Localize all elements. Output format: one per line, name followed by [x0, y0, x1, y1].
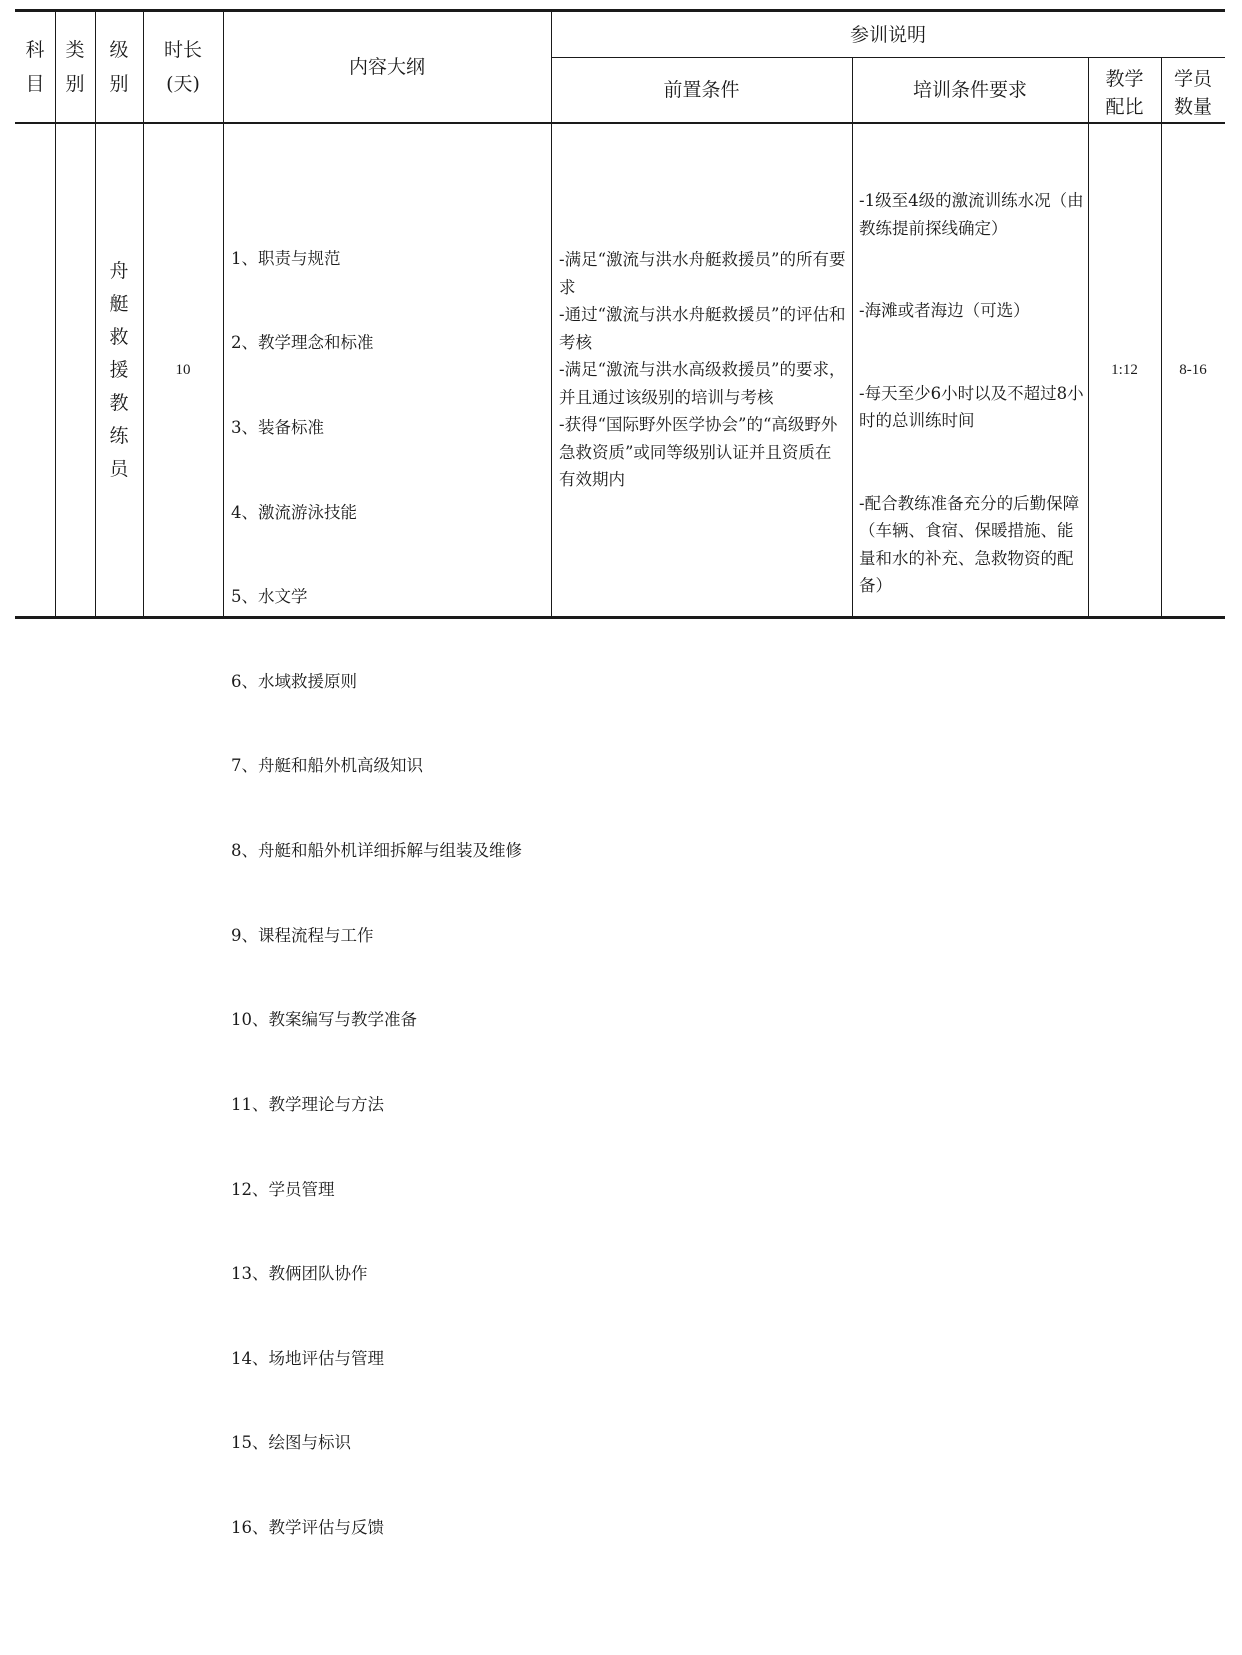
list-item: 10、教案编写与教学准备	[231, 1010, 417, 1030]
list-item: 12、学员管理	[231, 1179, 335, 1199]
list-item: 4、激流游泳技能	[231, 502, 357, 522]
header-category-char: 类	[65, 39, 85, 61]
level-char: 员	[109, 457, 129, 480]
header-ratio-line: 教学	[1105, 68, 1144, 90]
ratio-value: 1:12	[1111, 361, 1138, 378]
header-duration-line: 时长	[163, 39, 202, 61]
list-item: 3、装备标准	[231, 418, 324, 438]
list-item: 13、教俩团队协作	[231, 1264, 368, 1284]
header-trainee-line: 学员	[1173, 68, 1212, 90]
header-subject	[15, 12, 55, 122]
level-char: 舟	[109, 259, 129, 282]
prerequisite-item: -通过“激流与洪水舟艇救援员”的评估和考核	[559, 305, 846, 352]
level-char: 艇	[109, 292, 129, 315]
level-char: 教	[109, 391, 129, 414]
duration-cell	[143, 124, 223, 616]
list-item: 7、舟艇和船外机高级知识	[231, 756, 423, 776]
level-char: 援	[109, 358, 129, 381]
ratio-cell	[1088, 124, 1161, 616]
outline-cell	[231, 132, 549, 1537]
trainee-count-value: 8-16	[1179, 361, 1207, 378]
duration-value: 10	[175, 361, 191, 378]
prerequisite-item: -满足“激流与洪水舟艇救援员”的所有要求	[559, 250, 846, 297]
requirement-item: -每天至少6小时以及不超过8小时的总训练时间	[859, 383, 1084, 430]
list-item: 1、职责与规范	[231, 248, 341, 268]
outline-list	[231, 188, 549, 1598]
header-duration	[143, 12, 223, 122]
requirement-item: -配合教练准备充分的后勤保障（车辆、食宿、保暖措施、能量和水的补充、急救物资的配备）	[859, 493, 1080, 595]
level-boat-rescue-instructor	[95, 124, 143, 616]
header-duration-line: (天)	[166, 73, 200, 95]
header-category	[55, 12, 95, 122]
header-outline: 内容大纲	[348, 56, 425, 78]
training-table	[15, 9, 1225, 1537]
requirement-item: -1级至4级的激流训练水况（由教练提前探线确定）	[859, 191, 1084, 238]
list-item: 15、绘图与标识	[231, 1433, 351, 1453]
list-item: 6、水域救援原则	[231, 671, 357, 691]
header-training-notes: 参训说明	[849, 24, 926, 46]
list-item: 11、教学理论与方法	[231, 1094, 384, 1114]
trainee-count-cell	[1161, 124, 1225, 616]
header-subject-char: 科	[25, 39, 45, 61]
requirement-item: -海滩或者海边（可选）	[859, 301, 1030, 320]
requirements-cell	[859, 132, 1085, 612]
header-subject-char: 目	[25, 73, 45, 95]
header-level	[95, 12, 143, 122]
list-item: 2、教学理念和标准	[231, 333, 374, 353]
list-item: 9、课程流程与工作	[231, 925, 374, 945]
list-item: 8、舟艇和船外机详细拆解与组装及维修	[231, 841, 522, 861]
header-category-char: 别	[65, 73, 85, 95]
list-item: 5、水文学	[231, 587, 308, 607]
header-ratio-line: 配比	[1105, 96, 1144, 118]
prerequisites-cell	[559, 124, 847, 616]
list-item: 16、教学评估与反馈	[231, 1517, 384, 1537]
header-level-char: 级	[109, 39, 129, 61]
header-trainee-line: 数量	[1173, 96, 1212, 118]
prerequisite-item: -获得“国际野外医学协会”的“高级野外急救资质”或同等级别认证并且资质在有效期内	[559, 415, 838, 490]
header-ratio	[1088, 64, 1161, 122]
level-char: 救	[109, 325, 129, 348]
list-item: 14、场地评估与管理	[231, 1348, 384, 1368]
header-level-char: 别	[109, 73, 129, 95]
header-prerequisites: 前置条件	[663, 79, 740, 101]
level-char: 练	[109, 424, 129, 447]
prerequisite-item: -满足“激流与洪水高级救援员”的要求，并且通过该级别的培训与考核	[559, 360, 846, 407]
col-divider	[852, 58, 853, 616]
header-requirements: 培训条件要求	[912, 79, 1027, 101]
header-trainee-count	[1161, 64, 1225, 122]
